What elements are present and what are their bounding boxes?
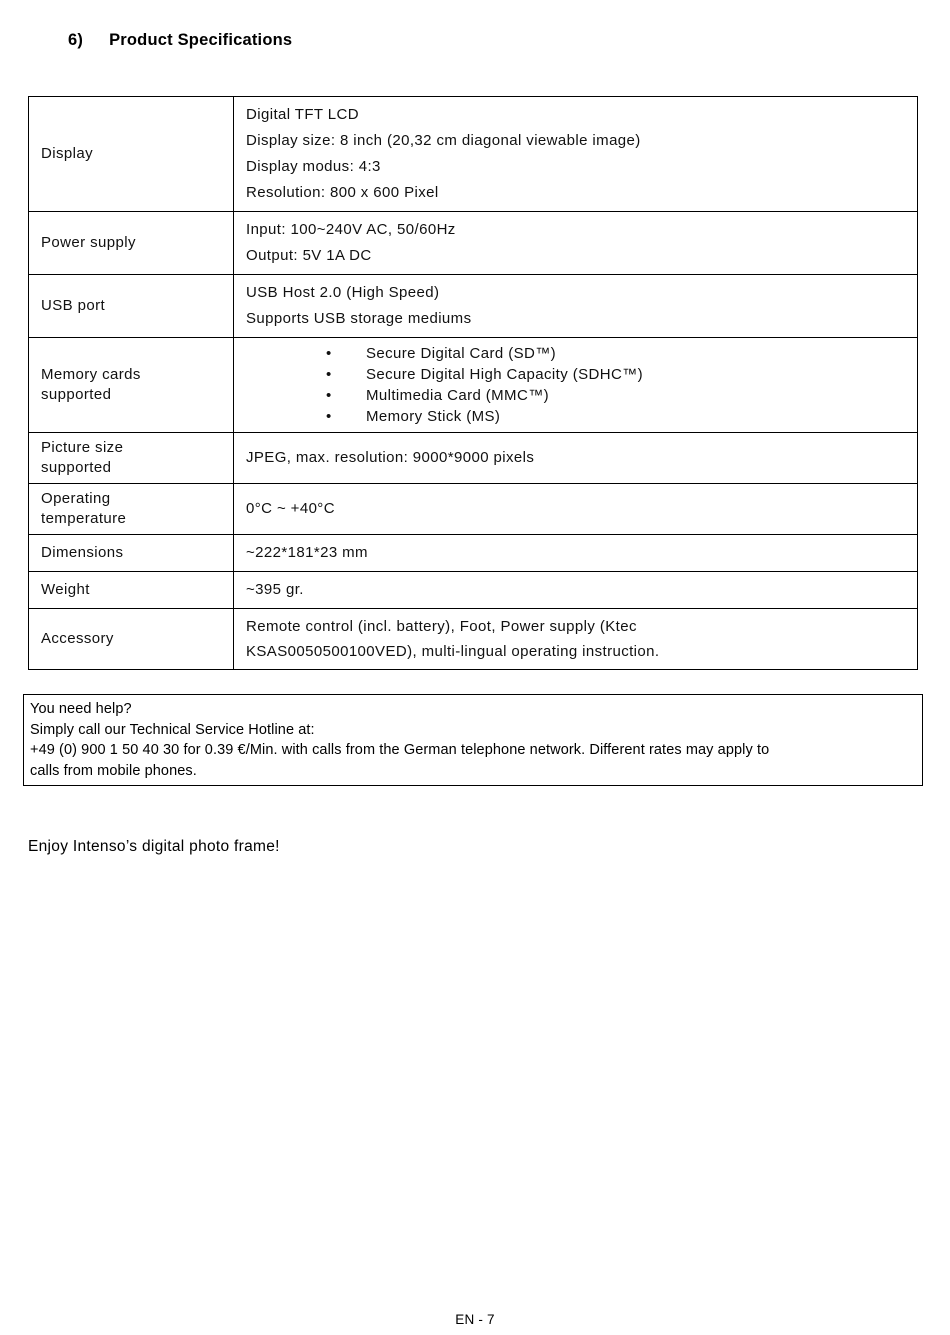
- help-line: You need help?: [30, 701, 132, 717]
- row-value-cell: [234, 97, 918, 212]
- row-value-cell: [234, 433, 918, 484]
- row-value-cell: [234, 572, 918, 609]
- row-label-cell: [29, 433, 234, 484]
- value-line: USB Host 2.0 (High Speed): [246, 284, 440, 301]
- value-line: Supports USB storage mediums: [246, 310, 472, 327]
- section-title: Product Specifications: [109, 31, 293, 49]
- bullet-icon: •: [326, 387, 332, 404]
- table-row-memory-cards: [29, 338, 918, 433]
- table-row-operating-temperature: [29, 484, 918, 535]
- row-value-cell: [234, 212, 918, 275]
- row-value-cell: [234, 484, 918, 535]
- row-label: USB port: [41, 297, 106, 314]
- bullet-icon: •: [326, 408, 332, 425]
- value-line: Resolution: 800 x 600 Pixel: [246, 184, 439, 201]
- row-label: Display: [41, 145, 93, 162]
- bullet-text: Memory Stick (MS): [366, 408, 501, 425]
- row-label-cell: [29, 535, 234, 572]
- bullet-text: Secure Digital Card (SD™): [366, 345, 557, 362]
- value-line: Output: 5V 1A DC: [246, 247, 372, 264]
- bullet-text: Secure Digital High Capacity (SDHC™): [366, 366, 643, 383]
- value-line: JPEG, max. resolution: 9000*9000 pixels: [246, 449, 535, 466]
- row-label-cell: [29, 212, 234, 275]
- value-line: 0°C ~ +40°C: [246, 500, 335, 517]
- help-line: Simply call our Technical Service Hotline at:: [30, 721, 315, 738]
- table-row-weight: [29, 572, 918, 609]
- value-line: Input: 100~240V AC, 50/60Hz: [246, 221, 456, 238]
- help-box: [23, 694, 923, 786]
- bullet-icon: •: [326, 366, 332, 383]
- table-row-display: [29, 97, 918, 212]
- table-row-accessory: [29, 609, 918, 670]
- row-label: Accessory: [41, 630, 114, 647]
- bullet-text: Multimedia Card (MMC™): [366, 387, 549, 404]
- section-number: 6): [68, 31, 84, 49]
- row-label-cell: [29, 338, 234, 433]
- page-title: [68, 31, 950, 50]
- row-label-cell: [29, 275, 234, 338]
- value-line: Digital TFT LCD: [246, 106, 359, 123]
- row-label: Weight: [41, 581, 90, 598]
- value-line: ~395 gr.: [246, 581, 304, 598]
- value-line: KSAS0050500100VED), multi-lingual operating instruction.: [246, 643, 660, 660]
- help-line: +49 (0) 900 1 50 40 30 for 0.39 €/Min. with calls from the German telephone network. Different rates may apply to: [30, 742, 770, 758]
- row-value-cell: [234, 609, 918, 670]
- table-row-dimensions: [29, 535, 918, 572]
- bullet-item: [246, 385, 905, 406]
- value-line: Display modus: 4:3: [246, 158, 381, 175]
- value-line: ~222*181*23 mm: [246, 544, 368, 561]
- row-label: Picture size supported: [41, 439, 124, 476]
- spec-table: [28, 96, 918, 670]
- row-label: Power supply: [41, 234, 136, 251]
- closing-text: Enjoy Intenso’s digital photo frame!: [28, 838, 280, 855]
- row-label: Dimensions: [41, 544, 124, 561]
- page-footer: EN - 7: [455, 1312, 495, 1327]
- bullet-icon: •: [326, 345, 332, 362]
- row-label: Operating temperature: [41, 490, 127, 527]
- row-label-cell: [29, 609, 234, 670]
- bullet-item: [246, 364, 905, 385]
- row-label-cell: [29, 572, 234, 609]
- bullet-item: [246, 406, 905, 427]
- row-value-cell: [234, 535, 918, 572]
- bullet-item: [246, 343, 905, 364]
- value-line: Display size: 8 inch (20,32 cm diagonal viewable image): [246, 132, 641, 149]
- value-line: Remote control (incl. battery), Foot, Power supply (Ktec: [246, 618, 637, 635]
- row-label-cell: [29, 97, 234, 212]
- row-label: Memory cards supported: [41, 366, 141, 403]
- table-row-power-supply: [29, 212, 918, 275]
- row-value-cell: [234, 338, 918, 433]
- row-label-cell: [29, 484, 234, 535]
- row-value-cell: [234, 275, 918, 338]
- help-line: calls from mobile phones.: [30, 762, 197, 779]
- table-row-picture-size: [29, 433, 918, 484]
- table-row-usb-port: [29, 275, 918, 338]
